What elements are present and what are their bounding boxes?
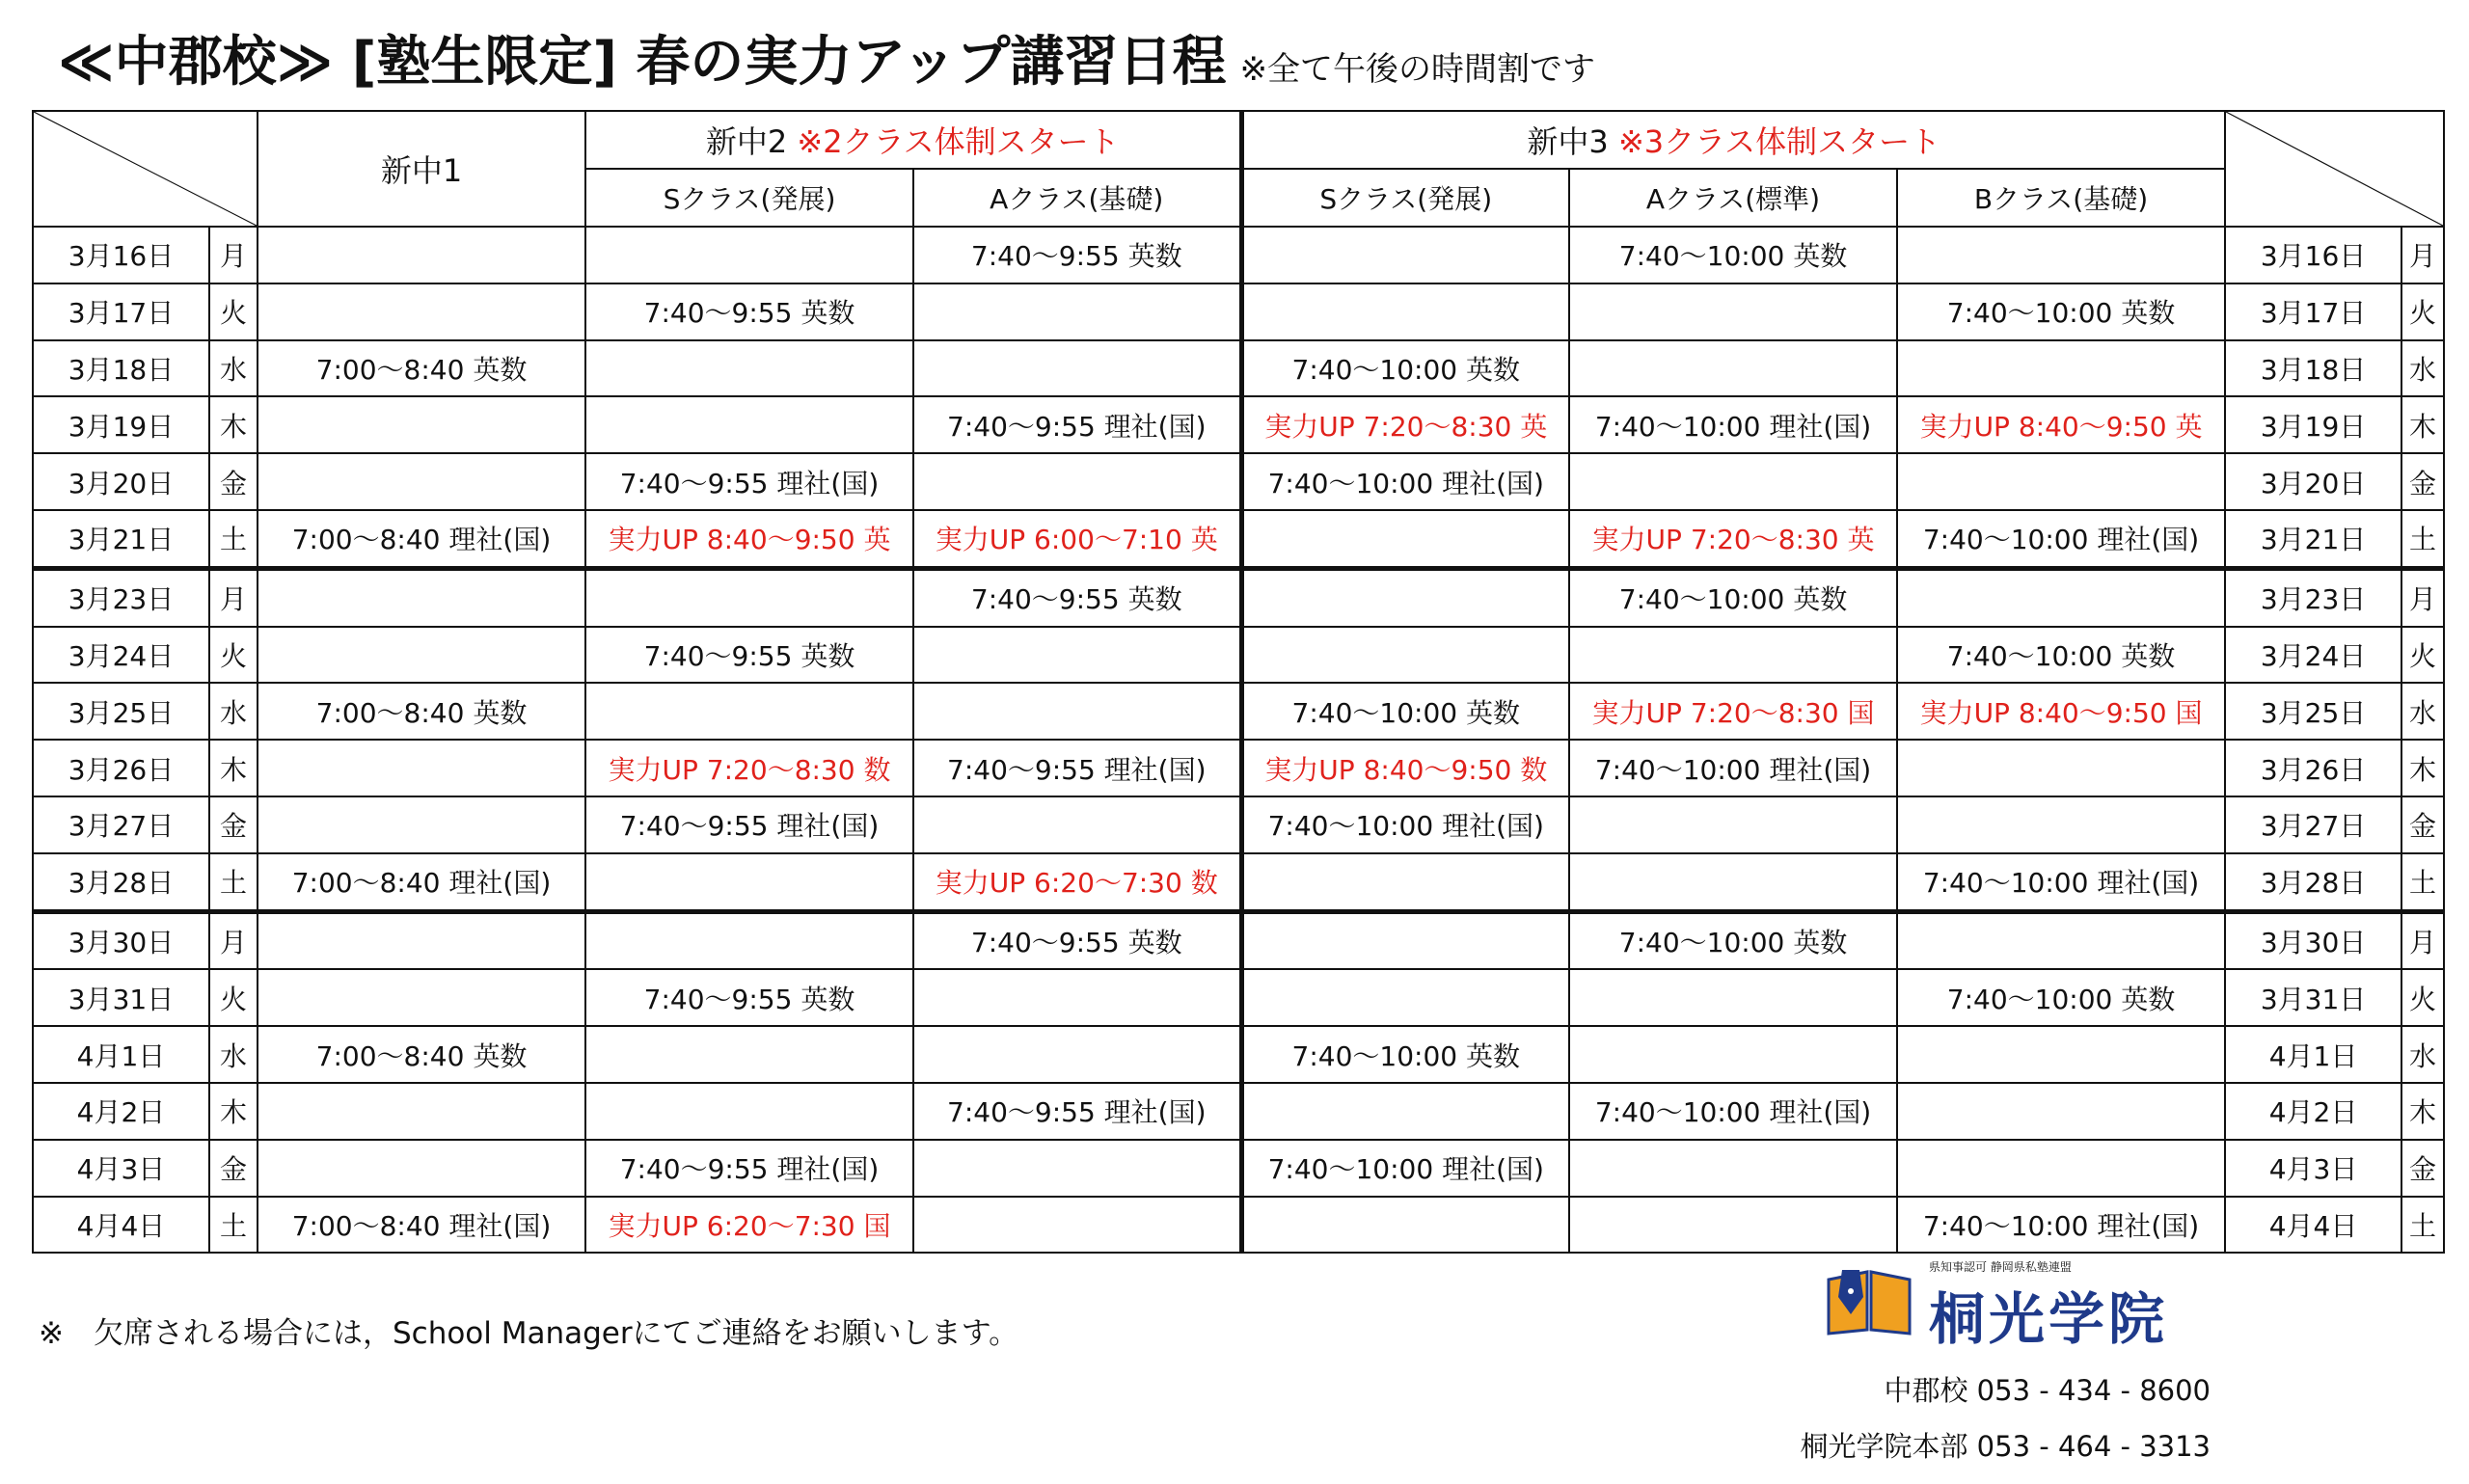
grade3-note: ※3クラス体制スタート <box>1617 123 1941 160</box>
session-cell <box>585 1083 913 1140</box>
date-cell: 3月31日 <box>33 969 209 1026</box>
date-cell: 3月16日 <box>33 227 209 283</box>
session-cell: 7:40～10:00 理社(国) <box>1241 453 1569 510</box>
date-cell-right: 3月30日 <box>2225 911 2401 969</box>
weekday-cell-right: 水 <box>2401 340 2444 397</box>
session-cell <box>258 453 585 510</box>
session-cell: 7:40～9:55 理社(国) <box>913 740 1241 796</box>
session-cell <box>258 1140 585 1197</box>
logo-name: 桐光学院 <box>1929 1286 2169 1352</box>
session-cell: 実力UP 7:20～8:30 数 <box>585 740 913 796</box>
session-cell <box>1569 1197 1897 1254</box>
weekday-cell: 土 <box>209 1197 258 1254</box>
schedule-row <box>33 740 2444 796</box>
session-cell <box>1569 340 1897 397</box>
session-cell <box>1241 283 1569 340</box>
schedule-row <box>33 1083 2444 1140</box>
date-cell: 3月25日 <box>33 683 209 740</box>
session-cell: 7:40～10:00 英数 <box>1569 568 1897 626</box>
schedule-row <box>33 683 2444 740</box>
date-cell-right: 3月24日 <box>2225 627 2401 684</box>
date-cell-right: 3月27日 <box>2225 796 2401 853</box>
session-cell: 実力UP 7:20～8:30 英 <box>1241 396 1569 453</box>
date-cell-right: 3月23日 <box>2225 568 2401 626</box>
date-cell-right: 3月26日 <box>2225 740 2401 796</box>
session-cell <box>1241 227 1569 283</box>
date-cell-right: 3月21日 <box>2225 510 2401 568</box>
weekday-cell: 木 <box>209 1083 258 1140</box>
session-cell: 7:40～10:00 理社(国) <box>1241 1140 1569 1197</box>
session-cell: 7:40～10:00 英数 <box>1241 683 1569 740</box>
session-cell <box>1897 568 2225 626</box>
weekday-cell-right: 火 <box>2401 627 2444 684</box>
weekday-cell: 水 <box>209 1026 258 1083</box>
weekday-cell: 土 <box>209 510 258 568</box>
weekday-cell: 土 <box>209 853 258 911</box>
session-cell: 実力UP 6:00～7:10 英 <box>913 510 1241 568</box>
session-cell <box>913 283 1241 340</box>
schedule-table <box>32 110 2445 1254</box>
class-header: Sクラス(発展) <box>1241 169 1569 227</box>
weekday-cell-right: 土 <box>2401 853 2444 911</box>
date-cell-right: 4月2日 <box>2225 1083 2401 1140</box>
schedule-row <box>33 627 2444 684</box>
session-cell <box>1241 1083 1569 1140</box>
weekday-cell: 水 <box>209 683 258 740</box>
session-cell: 7:40～9:55 英数 <box>913 568 1241 626</box>
date-cell-right: 3月25日 <box>2225 683 2401 740</box>
class-header: Bクラス(基礎) <box>1897 169 2225 227</box>
session-cell <box>585 568 913 626</box>
date-cell-right: 4月4日 <box>2225 1197 2401 1254</box>
logo-caption: 県知事認可 静岡県私塾連盟 <box>1929 1260 2072 1274</box>
session-cell: 7:40～10:00 理社(国) <box>1569 740 1897 796</box>
session-cell: 7:40～10:00 英数 <box>1897 969 2225 1026</box>
weekday-cell-right: 木 <box>2401 396 2444 453</box>
weekday-cell: 木 <box>209 396 258 453</box>
session-cell: 7:40～10:00 英数 <box>1897 283 2225 340</box>
session-cell <box>1897 796 2225 853</box>
session-cell: 7:40～10:00 英数 <box>1897 627 2225 684</box>
date-cell-right: 4月3日 <box>2225 1140 2401 1197</box>
date-cell: 4月2日 <box>33 1083 209 1140</box>
weekday-cell: 月 <box>209 568 258 626</box>
session-cell <box>258 911 585 969</box>
session-cell <box>258 396 585 453</box>
date-cell-right: 3月31日 <box>2225 969 2401 1026</box>
session-cell <box>585 340 913 397</box>
date-cell: 3月20日 <box>33 453 209 510</box>
session-cell: 7:40～9:55 理社(国) <box>913 1083 1241 1140</box>
schedule-row <box>33 453 2444 510</box>
date-cell: 3月28日 <box>33 853 209 911</box>
session-cell <box>913 1140 1241 1197</box>
session-cell <box>1569 453 1897 510</box>
date-cell: 3月26日 <box>33 740 209 796</box>
session-cell <box>585 227 913 283</box>
session-cell <box>258 568 585 626</box>
class-header: Sクラス(発展) <box>585 169 913 227</box>
contact-headquarters: 桐光学院本部 053 - 464 - 3313 <box>1800 1430 2211 1463</box>
weekday-cell: 月 <box>209 911 258 969</box>
date-cell-right: 3月17日 <box>2225 283 2401 340</box>
date-cell: 3月21日 <box>33 510 209 568</box>
schedule-row <box>33 510 2444 568</box>
session-cell <box>258 627 585 684</box>
class-header: Aクラス(基礎) <box>913 169 1241 227</box>
session-cell: 7:00～8:40 理社(国) <box>258 510 585 568</box>
page-title <box>58 19 1595 96</box>
session-cell <box>1897 1140 2225 1197</box>
session-cell: 7:40～10:00 英数 <box>1241 1026 1569 1083</box>
weekday-cell-right: 水 <box>2401 683 2444 740</box>
session-cell: 7:40～10:00 理社(国) <box>1569 396 1897 453</box>
session-cell <box>913 627 1241 684</box>
date-cell-right: 4月1日 <box>2225 1026 2401 1083</box>
session-cell: 実力UP 7:20～8:30 英 <box>1569 510 1897 568</box>
session-cell: 実力UP 8:40～9:50 英 <box>585 510 913 568</box>
absence-note: ※ 欠席される場合には，School Managerにてご連絡をお願いします。 <box>39 1316 1019 1351</box>
session-cell: 7:00～8:40 英数 <box>258 340 585 397</box>
header-grade2: 新中2 ※2クラス体制スタート <box>585 111 1241 169</box>
session-cell <box>258 796 585 853</box>
session-cell <box>1569 1140 1897 1197</box>
session-cell <box>585 396 913 453</box>
session-cell: 7:40～9:55 英数 <box>585 627 913 684</box>
title-main: ≪中郡校≫ [塾生限定] 春の実力アップ講習日程 <box>58 31 1227 94</box>
session-cell: 7:00～8:40 理社(国) <box>258 853 585 911</box>
session-cell: 実力UP 8:40～9:50 国 <box>1897 683 2225 740</box>
book-pen-icon <box>1821 1258 1917 1336</box>
session-cell: 7:40～10:00 理社(国) <box>1897 510 2225 568</box>
session-cell: 7:40～9:55 英数 <box>585 283 913 340</box>
session-cell: 7:00～8:40 英数 <box>258 1026 585 1083</box>
session-cell <box>1569 796 1897 853</box>
date-cell: 4月4日 <box>33 1197 209 1254</box>
weekday-cell: 火 <box>209 969 258 1026</box>
weekday-cell-right: 火 <box>2401 969 2444 1026</box>
weekday-cell-right: 金 <box>2401 453 2444 510</box>
session-cell <box>1241 969 1569 1026</box>
session-cell: 実力UP 8:40～9:50 英 <box>1897 396 2225 453</box>
session-cell <box>913 453 1241 510</box>
schedule-row <box>33 396 2444 453</box>
session-cell: 7:40～10:00 理社(国) <box>1569 1083 1897 1140</box>
schedule-row <box>33 853 2444 911</box>
session-cell <box>1897 453 2225 510</box>
session-cell <box>1897 1026 2225 1083</box>
session-cell <box>258 1083 585 1140</box>
session-cell <box>1241 568 1569 626</box>
session-cell: 7:40～9:55 理社(国) <box>585 796 913 853</box>
session-cell <box>913 796 1241 853</box>
logo <box>1821 1258 2207 1352</box>
corner-right <box>2225 111 2444 227</box>
session-cell: 7:00～8:40 理社(国) <box>258 1197 585 1254</box>
weekday-cell-right: 木 <box>2401 1083 2444 1140</box>
session-cell: 実力UP 7:20～8:30 国 <box>1569 683 1897 740</box>
schedule-row <box>33 283 2444 340</box>
session-cell <box>1897 227 2225 283</box>
session-cell: 7:40～9:55 理社(国) <box>585 1140 913 1197</box>
date-cell: 3月24日 <box>33 627 209 684</box>
weekday-cell-right: 月 <box>2401 911 2444 969</box>
schedule-row <box>33 340 2444 397</box>
date-cell: 4月3日 <box>33 1140 209 1197</box>
session-cell <box>1569 627 1897 684</box>
date-cell: 3月18日 <box>33 340 209 397</box>
schedule-row <box>33 568 2444 626</box>
title-sub: ※全て午後の時間割です <box>1239 50 1596 89</box>
schedule-row <box>33 1026 2444 1083</box>
session-cell <box>585 1026 913 1083</box>
date-cell-right: 3月20日 <box>2225 453 2401 510</box>
session-cell: 7:40～9:55 英数 <box>913 227 1241 283</box>
date-cell: 3月30日 <box>33 911 209 969</box>
session-cell: 7:40～10:00 英数 <box>1569 911 1897 969</box>
class-header: Aクラス(標準) <box>1569 169 1897 227</box>
session-cell <box>1569 283 1897 340</box>
date-cell: 3月19日 <box>33 396 209 453</box>
session-cell <box>1897 911 2225 969</box>
session-cell <box>585 683 913 740</box>
weekday-cell: 火 <box>209 283 258 340</box>
date-cell-right: 3月16日 <box>2225 227 2401 283</box>
date-cell-right: 3月28日 <box>2225 853 2401 911</box>
session-cell: 7:40～10:00 英数 <box>1569 227 1897 283</box>
weekday-cell-right: 月 <box>2401 227 2444 283</box>
weekday-cell: 金 <box>209 796 258 853</box>
grade2-note: ※2クラス体制スタート <box>797 123 1120 160</box>
date-cell-right: 3月18日 <box>2225 340 2401 397</box>
weekday-cell: 月 <box>209 227 258 283</box>
date-cell: 3月27日 <box>33 796 209 853</box>
weekday-cell-right: 月 <box>2401 568 2444 626</box>
schedule-row <box>33 227 2444 283</box>
session-cell: 7:40～10:00 理社(国) <box>1897 1197 2225 1254</box>
session-cell <box>913 340 1241 397</box>
session-cell: 実力UP 6:20～7:30 国 <box>585 1197 913 1254</box>
session-cell: 7:00～8:40 英数 <box>258 683 585 740</box>
session-cell <box>1241 1197 1569 1254</box>
session-cell <box>913 1026 1241 1083</box>
session-cell <box>1241 911 1569 969</box>
date-cell: 4月1日 <box>33 1026 209 1083</box>
weekday-cell: 水 <box>209 340 258 397</box>
weekday-cell: 金 <box>209 453 258 510</box>
session-cell <box>1897 1083 2225 1140</box>
date-cell-right: 3月19日 <box>2225 396 2401 453</box>
date-cell: 3月23日 <box>33 568 209 626</box>
weekday-cell: 金 <box>209 1140 258 1197</box>
session-cell <box>1569 969 1897 1026</box>
session-cell <box>258 740 585 796</box>
session-cell <box>1241 627 1569 684</box>
weekday-cell-right: 火 <box>2401 283 2444 340</box>
session-cell <box>1569 1026 1897 1083</box>
session-cell: 7:40～10:00 英数 <box>1241 340 1569 397</box>
schedule-row <box>33 1140 2444 1197</box>
header-grade1: 新中1 <box>258 111 585 227</box>
session-cell <box>258 227 585 283</box>
session-cell: 7:40～10:00 理社(国) <box>1897 853 2225 911</box>
session-cell <box>258 283 585 340</box>
session-cell <box>1241 853 1569 911</box>
session-cell: 7:40～10:00 理社(国) <box>1241 796 1569 853</box>
schedule-row <box>33 796 2444 853</box>
session-cell: 実力UP 8:40～9:50 数 <box>1241 740 1569 796</box>
weekday-cell: 火 <box>209 627 258 684</box>
weekday-cell-right: 木 <box>2401 740 2444 796</box>
schedule-row <box>33 969 2444 1026</box>
session-cell <box>913 1197 1241 1254</box>
date-cell: 3月17日 <box>33 283 209 340</box>
session-cell <box>585 911 913 969</box>
session-cell <box>258 969 585 1026</box>
session-cell: 7:40～9:55 英数 <box>913 911 1241 969</box>
session-cell: 7:40～9:55 英数 <box>585 969 913 1026</box>
session-cell <box>585 853 913 911</box>
weekday-cell-right: 金 <box>2401 796 2444 853</box>
session-cell <box>913 969 1241 1026</box>
schedule-body <box>33 227 2444 1253</box>
weekday-cell-right: 金 <box>2401 1140 2444 1197</box>
session-cell: 実力UP 6:20～7:30 数 <box>913 853 1241 911</box>
session-cell <box>1241 510 1569 568</box>
contact-branch: 中郡校 053 - 434 - 8600 <box>1884 1374 2211 1407</box>
session-cell: 7:40～9:55 理社(国) <box>913 396 1241 453</box>
session-cell <box>1897 740 2225 796</box>
session-cell: 7:40～9:55 理社(国) <box>585 453 913 510</box>
weekday-cell-right: 土 <box>2401 1197 2444 1254</box>
weekday-cell-right: 水 <box>2401 1026 2444 1083</box>
schedule-row <box>33 911 2444 969</box>
weekday-cell: 木 <box>209 740 258 796</box>
header-grade3: 新中3 ※3クラス体制スタート <box>1241 111 2225 169</box>
session-cell <box>1569 853 1897 911</box>
schedule-row <box>33 1197 2444 1254</box>
session-cell <box>1897 340 2225 397</box>
session-cell <box>913 683 1241 740</box>
corner-left <box>33 111 258 227</box>
weekday-cell-right: 土 <box>2401 510 2444 568</box>
